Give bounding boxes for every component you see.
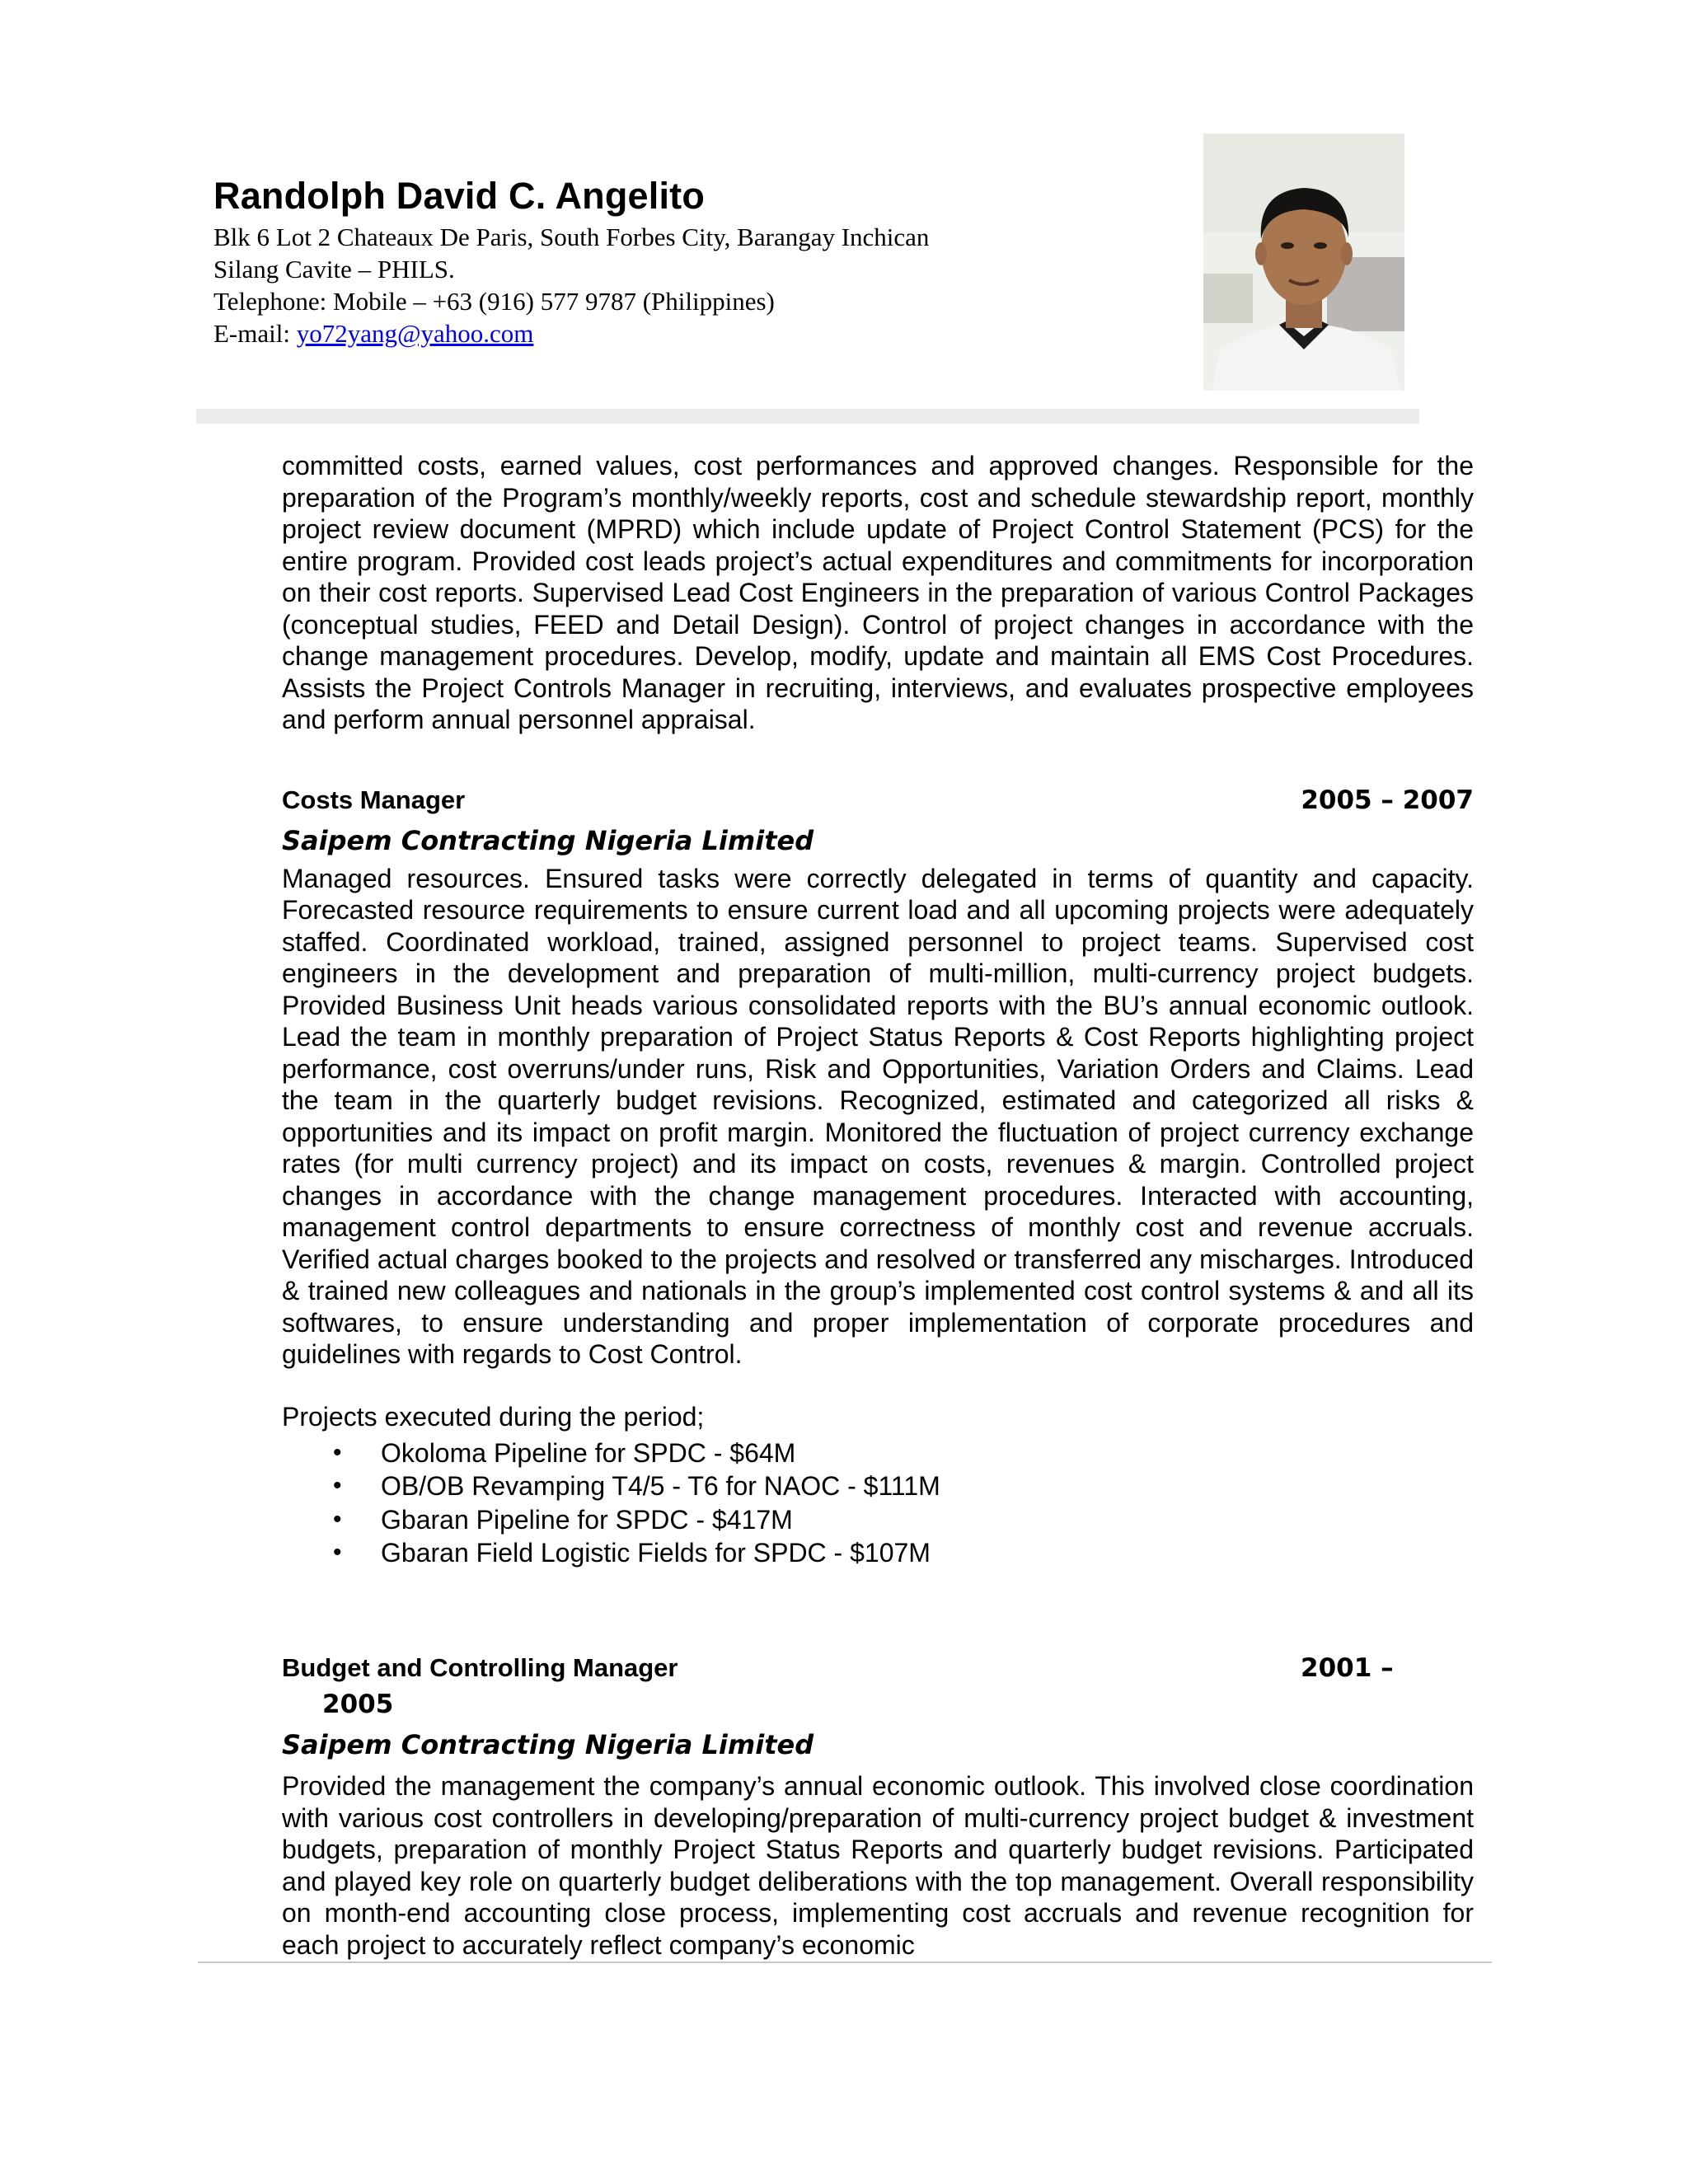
projects-list <box>282 1436 1474 1570</box>
company-name: Saipem Contracting Nigeria Limited <box>282 1729 814 1760</box>
job-description: Managed resources. Ensured tasks were correctly delegated in terms of quantity and capacity. Forecasted resource requirements to ensure current load and all upcoming projects were adequately staffed. Coordinated workload, trained, assigned personnel to project teams. Supervised cost engineers in the development and preparation of multi-million, multi-currency project budgets. Provided Business Unit heads various consolidated reports with the BU’s annual economic outlook. Lead the team in monthly preparation of Project Status Reports & Cost Reports highlighting project performance, cost overruns/under runs, Risk and Opportunities, Variation Orders and Claims. Lead the team in the quarterly budget revisions. Recognized, estimated and categorized all risks & opportunities and its impact on profit margin. Monitored the fluctuation of project currency exchange rates (for multi currency project) and its impact on costs, revenues & margin. Controlled project changes in accordance with the change management procedures. Interacted with accounting, management control departments to ensure correctness of monthly cost and revenue accruals. Verified actual charges booked to the projects and resolved or transferred any mischarges. Introduced & trained new colleagues and nationals in the group’s implemented cost control systems & and all its softwares, to ensure understanding and proper implementation of corporate procedures and guidelines with regards to Cost Control. <box>282 863 1474 1369</box>
bullet-icon: • <box>333 1505 342 1533</box>
project-text: OB/OB Revamping T4/5 - T6 for NAOC - $111M <box>381 1471 940 1501</box>
contact-block <box>213 221 1120 349</box>
telephone: Telephone: Mobile – +63 (916) 577 9787 (Philippines) <box>213 287 775 316</box>
resume-body <box>282 450 1474 1570</box>
email-link[interactable]: yo72yang@yahoo.com <box>296 319 534 348</box>
company-name: Saipem Contracting Nigeria Limited <box>282 824 814 856</box>
continued-paragraph: committed costs, earned values, cost performances and approved changes. Responsible for the preparation of the Program’s monthly/weekly reports, cost and schedule stewardship report, monthly project review document (MPRD) which include update of Project Control Statement (PCS) for the entire program. Provided cost leads project’s actual expenditures and commitments for incorporation on their cost reports. Supervised Lead Cost Engineers in the preparation of various Control Packages (conceptual studies, FEED and Detail Design). Control of project changes in accordance with the change management procedures. Develop, modify, update and maintain all EMS Cost Procedures. Assists the Project Controls Manager in recruiting, interviews, and evaluates prospective employees and perform annual personnel appraisal. <box>282 451 1474 734</box>
job-description: Provided the management the company’s annual economic outlook. This involved close coordination with various cost controllers in developing/preparation of multi-currency project budget & investment budgets, preparation of monthly Project Status Reports and quarterly budget revisions. Participated and played key role on quarterly budget deliberations with the top management. Overall responsibility on month-end accounting close process, implementing cost accruals and revenue recognition for each project to accurately reflect company’s economic <box>282 1771 1474 1960</box>
projects-label: Projects executed during the period; <box>282 1401 705 1432</box>
list-item <box>282 1436 1474 1470</box>
bullet-icon: • <box>333 1438 342 1466</box>
project-text: Gbaran Field Logistic Fields for SPDC - $107M <box>381 1538 931 1568</box>
job-dates: 2005 – 2007 <box>1301 785 1474 815</box>
email-label: E-mail: <box>213 319 297 348</box>
candidate-name: Randolph David C. Angelito <box>213 175 706 217</box>
job-title: Budget and Controlling Manager <box>282 1653 678 1682</box>
job-dates-start: 2001 – <box>1301 1653 1394 1683</box>
list-item <box>282 1503 1474 1537</box>
list-item <box>282 1469 1474 1503</box>
bullet-icon: • <box>333 1539 342 1566</box>
job-header <box>282 785 1474 817</box>
address-line-2: Silang Cavite – PHILS. <box>213 255 455 284</box>
profile-photo <box>1203 134 1404 391</box>
job-title: Costs Manager <box>282 785 466 814</box>
page-bottom-divider <box>198 1961 1492 1963</box>
project-text: Gbaran Pipeline for SPDC - $417M <box>381 1504 793 1535</box>
email-line <box>213 317 1120 349</box>
job-dates-end: 2005 <box>322 1690 394 1719</box>
profile-photo-illustration <box>1203 134 1404 391</box>
list-item <box>282 1536 1474 1570</box>
bullet-icon: • <box>333 1472 342 1499</box>
address-line-1: Blk 6 Lot 2 Chateaux De Paris, South Forbes City, Barangay Inchican <box>213 223 930 251</box>
header-divider <box>196 409 1419 424</box>
project-text: Okoloma Pipeline for SPDC - $64M <box>381 1437 796 1468</box>
